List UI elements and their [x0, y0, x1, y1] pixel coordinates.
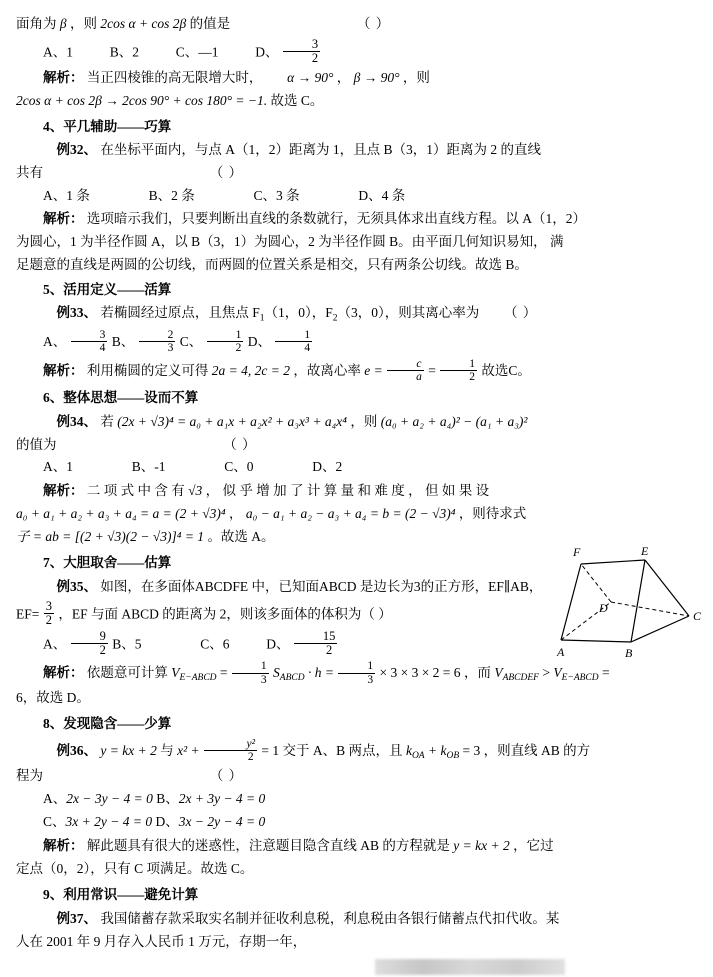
math-binomial-target: (a₀ + a₂ + a₄)² − (a₁ + a₃)²: [380, 413, 528, 429]
math-sqrt3: √3: [188, 483, 203, 499]
option-b: B、2 条: [148, 187, 195, 203]
example-36-text-3: ，则直线 AB 的方: [483, 743, 591, 759]
example-32: [16, 140, 695, 161]
example-32-text-2: 共有: [16, 164, 43, 180]
math-alpha-limit: α → 90°: [287, 70, 334, 86]
example-37-text: 我国储蓄存款采取实名制并征收利息税，利息税由各银行储蓄点代扣代收。某: [100, 910, 560, 926]
math-e-equals: e =: [364, 362, 383, 378]
example-32-text: 在坐标平面内，与点 A（1，2）距离为 1，且点 B（3，1）距离为 2 的直线: [100, 141, 542, 157]
example-36-line2: [16, 766, 695, 787]
math-sol1-eq: 2cos α + cos 2β → 2cos 90° + cos 180° = −1.: [16, 93, 268, 109]
math-beta-limit: β → 90°: [353, 70, 400, 86]
option-c: C、0: [224, 459, 254, 475]
answer-paren-32: （ ）: [209, 164, 244, 180]
svg-text:A: A: [557, 645, 565, 659]
answer-paren-36: （ ）: [209, 768, 244, 784]
option-a: A、1: [43, 44, 73, 60]
fraction-1-3: $\frac{1}{3}$: [232, 660, 269, 685]
svg-text:D: D: [599, 601, 608, 615]
solution-1: 解析： 当正四棱锥的高无限增大时， α → 90° ， β → 90° ，则: [43, 70, 430, 86]
option-d-equation: 3x − 2y − 4 = 0: [178, 814, 266, 829]
math-kx2-repeat: y = kx + 2: [453, 837, 510, 853]
options-row-1: [16, 38, 695, 65]
option-c: C、—1: [175, 44, 219, 60]
example-32-label: 例32、: [56, 141, 97, 157]
option-d-label: D、: [155, 814, 179, 829]
svg-text:F: F: [573, 546, 581, 559]
solution-32-line3: 足题意的直线是两圆的公切线，而两圆的位置关系是相交，只有两条公切线。故选 B。: [16, 256, 528, 272]
solution-35: 解析： 依题意可计算 $V_{E-ABCD}$ = $\frac{1}{3}$ $S_{ABCD} \cdot h$ = $\frac{1}{3}$ × 3 × 3 × 2 = 6 ，而 $V_{ABCDEF} > V_{E-ABCD}$ =: [43, 660, 610, 686]
example-33: 例33、 若椭圆经过原点，且焦点 $F_1(1$，0），$F_2(3$，0），则其离心率为 （ ）: [56, 305, 538, 324]
heading-8: 8、发现隐含——少算: [43, 716, 172, 732]
math-beta: β: [59, 16, 67, 31]
solution-36-text-1: 解此题具有很大的迷惑性，注意题目隐含直线 AB 的方程就是: [86, 837, 450, 853]
answer-paren-33: （ ）: [504, 305, 538, 321]
example-36-text-4: 程为: [16, 768, 43, 784]
heading-7: 7、大胆取舍——估算: [43, 555, 172, 571]
solution-34-line2: a₀ + a₁ + a₂ + a₃ + a₄ = a = (2 + √3)⁴ ， a₀ − a₁ + a₂ − a₃ + a₄ = b = (2 − √3)⁴ ，则待求式: [16, 506, 527, 522]
solution-text: 当正四棱锥的高无限增大时，: [86, 70, 263, 86]
solution-33-text-2: ，故离心率: [293, 362, 361, 378]
example-37-line2: 人在 2001 年 9 月存入人民币 1 万元，存期一年，: [16, 933, 307, 949]
scan-artifact: [375, 959, 565, 975]
solution-32-line2: 为圆心，1 为半径作圆 A，以 B（3，1）为圆心，2 为半径作圆 B。由平面几何知识易知， 满: [16, 233, 564, 249]
solution-34-line3: [16, 527, 695, 548]
math-ellipse-eq: 2a = 4, 2c = 2: [211, 362, 290, 378]
solution-1-line2: [16, 91, 695, 112]
option-a-equation: 2x − 3y − 4 = 0: [66, 791, 153, 807]
example-34-line2: [16, 435, 695, 456]
solution-label: 解析：: [43, 665, 84, 681]
options-row-32: [16, 186, 695, 207]
option-b-label: B、: [156, 791, 179, 807]
heading-6: 6、整体思想——设而不算: [43, 389, 199, 405]
options-row-36-ab: [16, 789, 695, 810]
math-s-abcd: S: [273, 665, 280, 681]
fraction-9-2: $\frac{9}{2}$: [71, 630, 108, 657]
solution-36-text-2: ，它过: [513, 837, 554, 853]
example-35-label: 例35、: [56, 579, 97, 595]
text-dihedral-prefix: 面角为: [16, 16, 57, 31]
option-d-label: D、: [266, 636, 290, 652]
math-sum-alt: a₀ − a₁ + a₂ − a₃ + a₄ = b = (2 − √3)⁴: [245, 506, 456, 522]
solution-33: 解析： 利用椭圆的定义可得 2a = 4, 2c = 2 ，故离心率 e = $\frac{c}{a}$ = $\frac{1}{2}$ 故选C。: [43, 357, 531, 383]
solution-32-text-1: 选项暗示我们，只要判断出直线的条数就行，无须具体求出直线方程。以 A（1，2）: [86, 210, 586, 226]
solution-34-text-1b: ， 似 乎 增 加 了 计 算 量 和 难 度 ， 但 如 果 设: [205, 483, 490, 499]
solution-34-text-2b: ，则待求式: [458, 506, 527, 522]
heading-4: 4、平几辅助——巧算: [43, 119, 172, 135]
option-b: B、2: [109, 44, 140, 60]
example-35-text-3: ，EF 与面 ABCD 的距离为 2，则该多面体的体积为（ ）: [58, 606, 392, 622]
solution-label: 解析：: [43, 483, 84, 499]
math-line-kx2: y = kx + 2: [100, 743, 157, 759]
example-36-text: 与: [160, 743, 174, 759]
fraction-3-2-ef: $\frac{3}{2}$: [45, 598, 52, 628]
option-a: A、1 条: [43, 187, 90, 203]
option-b-label: B、: [111, 334, 135, 350]
example-35-ef-label: EF=: [16, 606, 40, 622]
math-binomial-expansion: (2x + √3)⁴ = a₀ + a₁x + a₂x² + a₃x³ + a₄x⁴: [117, 413, 347, 429]
solution-34-conclusion: 。故选 A。: [207, 529, 275, 545]
solution-33-conclusion: 故选C。: [481, 362, 531, 378]
option-d-label: D、: [247, 334, 272, 350]
fraction-one-half: $\frac{1}{2}$: [440, 358, 477, 383]
answer-paren: （ ）: [356, 16, 391, 31]
option-d: D、4 条: [358, 187, 406, 203]
option-c: C、3 条: [253, 187, 300, 203]
solution-36-line2: 定点（0，2），只有 C 项满足。故选 C。: [16, 860, 254, 876]
answer-paren-34: （ ）: [223, 436, 257, 452]
math-product: 子 = ab = [(2 + √3)(2 − √3)]⁴ = 1: [16, 529, 205, 545]
solution-33-text-1: 利用椭圆的定义可得: [86, 362, 209, 378]
fraction-1-4: $\frac{1}{4}$: [275, 329, 312, 354]
example-34-label: 例34、: [56, 413, 97, 429]
option-c-equation: 3x + 2y − 4 = 0: [65, 814, 153, 829]
option-d: D、2: [312, 459, 343, 475]
solution-32: [16, 209, 695, 230]
solution-text-2: ，则: [402, 70, 430, 86]
options-row-34: [16, 457, 695, 478]
svg-text:B: B: [625, 646, 633, 660]
example-37-label: 例37、: [56, 910, 97, 926]
example-34-text-3: 的值为: [16, 436, 57, 452]
example-36: 例36、 y = kx + 2 与 x² + $\frac{\text{y²}}{2}$ = 1 交于 A、B 两点，且 $k_{OA} + k_{OB} = 3$ ，则直线 AB 的方: [56, 738, 591, 764]
option-d: D、: [255, 44, 279, 60]
option-a-label: A、: [43, 791, 67, 807]
example-37: [16, 909, 695, 930]
solution-36: [16, 836, 695, 857]
option-c-label: C、: [179, 334, 203, 350]
example-34-text-2: ，则: [350, 413, 378, 429]
line-dihedral: [16, 14, 695, 35]
option-b: B、-1: [131, 459, 166, 475]
text-value-is: 的值是: [189, 16, 231, 31]
solution-label: 解析：: [43, 70, 84, 86]
fraction-2-3: $\frac{2}{3}$: [139, 329, 176, 354]
option-a-label: A、: [43, 334, 67, 350]
math-v-eabcd: V: [171, 665, 180, 681]
solution-34-text-1: 二 项 式 中 含 有: [86, 483, 185, 499]
option-a-label: A、: [43, 636, 67, 652]
math-expr1: 2cos α + cos 2β: [100, 16, 187, 31]
example-36-label: 例36、: [56, 743, 97, 759]
fraction-3-2: $\frac{3}{2}$: [283, 38, 320, 65]
math-sum-all: a₀ + a₁ + a₂ + a₃ + a₄ = a = (2 + √3)⁴: [16, 506, 226, 522]
svg-text:E: E: [641, 546, 649, 558]
math-ellipse-x2: x² +: [177, 743, 200, 759]
text-then: ，则: [69, 16, 97, 31]
solution-label: 解析：: [43, 362, 84, 378]
option-c-label: C、: [43, 814, 66, 829]
fraction-1-3-b: $\frac{1}{3}$: [338, 660, 375, 685]
figure-polyhedron-abcdfe: [553, 546, 705, 662]
solution-35-line2: 6，故选 D。: [16, 690, 90, 706]
fraction-c-a: $\frac{c}{a}$: [387, 358, 424, 383]
svg-text:C: C: [693, 609, 702, 623]
solution-1-conclusion: 故选 C。: [270, 93, 324, 109]
example-36-text-2: 交于 A、B 两点，且: [282, 743, 403, 759]
option-b: B、5: [112, 636, 142, 652]
solution-label: 解析：: [43, 837, 84, 853]
solution-label: 解析：: [43, 210, 84, 226]
option-a: A、1: [43, 459, 73, 475]
fraction-y2-2: $\frac{\text{y²}}{2}$: [204, 738, 257, 763]
option-c: C、6: [200, 636, 230, 652]
example-35-text: 如图，在多面体ABCDFE 中，已知面ABCD 是边长为3的正方形，EF∥AB，: [100, 579, 543, 595]
option-b-equation: 2x + 3y − 4 = 0: [178, 791, 266, 807]
example-33-label: 例33、: [56, 305, 97, 321]
example-34: [16, 412, 695, 433]
options-row-36-cd: [16, 812, 695, 833]
fraction-3-4: $\frac{3}{4}$: [71, 329, 108, 354]
heading-9: 9、利用常识——避免计算: [43, 886, 199, 902]
fraction-1-2: $\frac{1}{2}$: [207, 329, 244, 354]
math-calc: × 3 × 3 × 2 = 6: [379, 665, 461, 681]
heading-5: 5、活用定义——活算: [43, 282, 172, 298]
solution-35-text-2: ，而: [463, 665, 491, 681]
solution-35-text-1: 依题意可计算: [86, 665, 168, 681]
example-34-text: 若: [100, 413, 114, 429]
example-32-line2: [16, 163, 695, 184]
solution-34: [16, 481, 695, 502]
example-33-text: 若椭圆经过原点，且焦点 F: [100, 305, 260, 321]
options-row-33: [16, 329, 695, 354]
fraction-15-2: $\frac{15}{2}$: [294, 630, 338, 657]
